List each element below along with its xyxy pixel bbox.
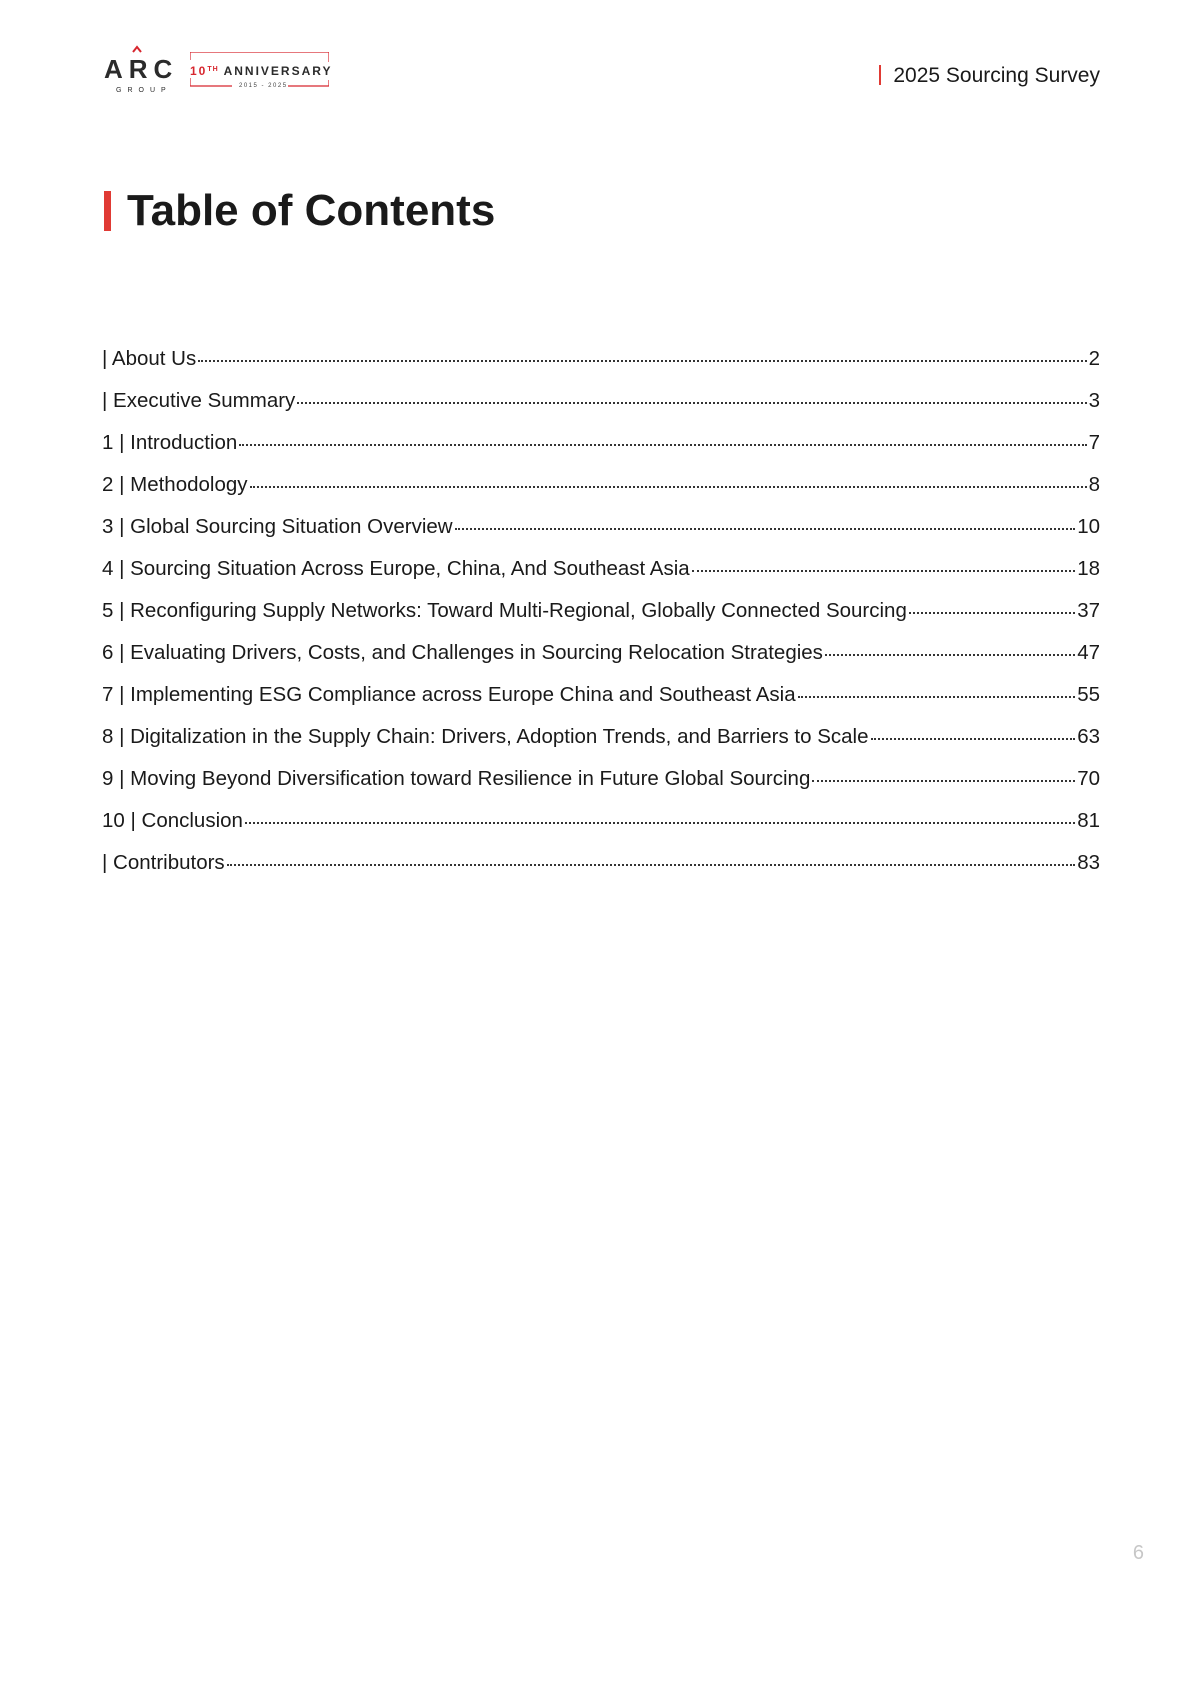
toc-entry-label: 9 | Moving Beyond Diversification toward Resilience in Future Global Sourcing <box>102 767 811 790</box>
toc-leader-dots <box>227 864 1076 866</box>
logo-caret-icon <box>132 44 142 54</box>
toc-leader-dots <box>239 444 1086 446</box>
toc-entry-label: | Contributors <box>102 851 225 874</box>
anniversary-text <box>190 65 333 77</box>
toc-entry-evaluating-drivers[interactable] <box>102 641 1100 683</box>
title-accent-bar <box>879 65 881 85</box>
toc-entry-label: | About Us <box>102 347 197 370</box>
toc-entry-label: 10 | Conclusion <box>102 809 243 832</box>
document-title-text: 2025 Sourcing Survey <box>893 64 1100 87</box>
toc-leader-dots <box>198 360 1086 362</box>
logo-sub: GROUP <box>116 87 172 94</box>
toc-entry-reconfiguring-supply-networks[interactable] <box>102 599 1100 641</box>
arc-group-logo <box>104 46 334 96</box>
anniversary-badge <box>190 52 333 90</box>
anniversary-word: ANNIVERSARY <box>223 64 333 78</box>
toc-leader-dots <box>871 738 1076 740</box>
toc-entry-label: 4 | Sourcing Situation Across Europe, China, And Southeast Asia <box>102 557 690 580</box>
toc-heading <box>104 186 495 236</box>
toc-entry-resilience[interactable] <box>102 767 1100 809</box>
toc-entry-label: 1 | Introduction <box>102 431 238 454</box>
toc-entry-label: 8 | Digitalization in the Supply Chain: Drivers, Adoption Trends, and Barriers to Scale <box>102 725 869 748</box>
toc-leader-dots <box>455 528 1076 530</box>
toc-entry-about-us[interactable] <box>102 347 1100 389</box>
anniversary-suffix: TH <box>207 66 219 73</box>
toc-entry-conclusion[interactable] <box>102 809 1100 851</box>
toc-heading-text: Table of Contents <box>127 186 496 235</box>
toc-entry-sourcing-situation-regions[interactable] <box>102 557 1100 599</box>
toc-entry-contributors[interactable] <box>102 851 1100 893</box>
toc-entry-esg-compliance[interactable] <box>102 683 1100 725</box>
toc-entry-page: 2 <box>1088 347 1100 370</box>
toc-list <box>102 347 1100 893</box>
toc-entry-page: 7 <box>1088 431 1100 454</box>
anniversary-number: 10 <box>190 64 208 78</box>
toc-entry-page: 47 <box>1077 641 1100 664</box>
heading-accent-bar <box>104 191 111 231</box>
toc-entry-executive-summary[interactable] <box>102 389 1100 431</box>
toc-entry-label: 3 | Global Sourcing Situation Overview <box>102 515 453 538</box>
toc-entry-label: 6 | Evaluating Drivers, Costs, and Challenges in Sourcing Relocation Strategies <box>102 641 823 664</box>
toc-entry-global-sourcing-overview[interactable] <box>102 515 1100 557</box>
toc-entry-page: 18 <box>1077 557 1100 580</box>
toc-leader-dots <box>812 780 1075 782</box>
toc-entry-label: 2 | Methodology <box>102 473 248 496</box>
toc-entry-page: 10 <box>1077 515 1100 538</box>
toc-leader-dots <box>245 822 1075 824</box>
toc-leader-dots <box>250 486 1087 488</box>
toc-entry-page: 37 <box>1077 599 1100 622</box>
toc-entry-page: 3 <box>1088 389 1100 412</box>
toc-entry-label: 7 | Implementing ESG Compliance across Europe China and Southeast Asia <box>102 683 796 706</box>
anniversary-years: 2015 - 2025 <box>239 83 288 89</box>
toc-entry-page: 81 <box>1077 809 1100 832</box>
toc-entry-page: 55 <box>1077 683 1100 706</box>
toc-entry-page: 83 <box>1077 851 1100 874</box>
toc-entry-introduction[interactable] <box>102 431 1100 473</box>
toc-leader-dots <box>825 654 1075 656</box>
toc-entry-label: 5 | Reconfiguring Supply Networks: Toward Multi-Regional, Globally Connected Sourcing <box>102 599 907 622</box>
toc-leader-dots <box>798 696 1076 698</box>
toc-leader-dots <box>692 570 1076 572</box>
logo-brand: ARC <box>104 54 179 84</box>
toc-entry-page: 8 <box>1088 473 1100 496</box>
page-number: 6 <box>1132 1542 1144 1564</box>
document-title <box>879 64 1100 88</box>
toc-entry-label: | Executive Summary <box>102 389 296 412</box>
toc-leader-dots <box>909 612 1075 614</box>
toc-leader-dots <box>297 402 1086 404</box>
toc-entry-page: 63 <box>1077 725 1100 748</box>
toc-entry-digitalization[interactable] <box>102 725 1100 767</box>
toc-entry-page: 70 <box>1077 767 1100 790</box>
toc-entry-methodology[interactable] <box>102 473 1100 515</box>
